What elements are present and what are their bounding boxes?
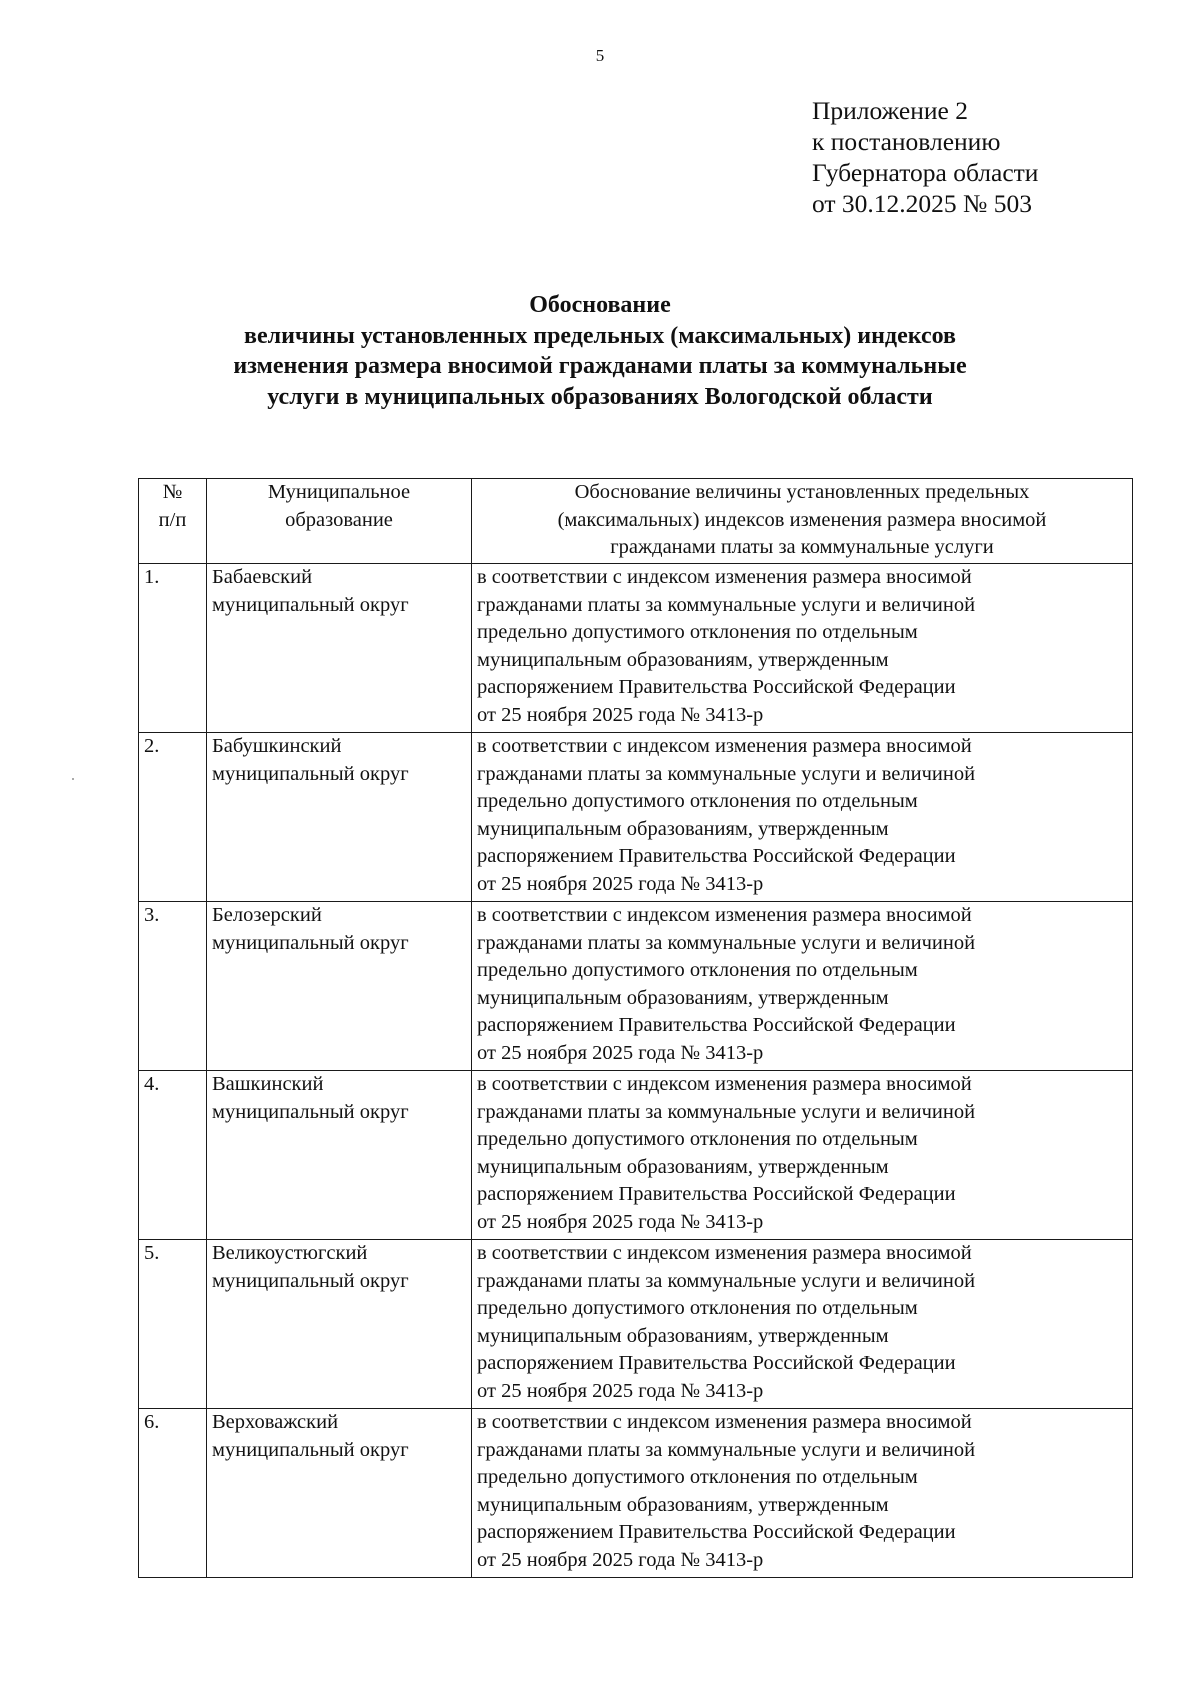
justification-line: распоряжением Правительства Российской Федерации <box>477 1521 956 1544</box>
municipality-cell <box>207 564 472 733</box>
table-row <box>139 902 1133 1071</box>
municipality-cell <box>207 1071 472 1240</box>
justification-line: гражданами платы за коммунальные услуги и величиной <box>477 931 976 954</box>
justification-line: от 25 ноября 2025 года № 3413-р <box>477 872 764 895</box>
appendix-line: Губернатора области <box>812 158 1039 187</box>
header-text: п/п <box>158 508 187 531</box>
table-row <box>139 733 1133 902</box>
header-municipality-cell <box>207 479 472 564</box>
row-number-cell <box>139 1240 207 1409</box>
header-text: Обоснование величины установленных предельных <box>574 481 1030 503</box>
header-text: № <box>162 481 183 503</box>
municipality-name-line: муниципальный округ <box>212 1269 409 1292</box>
header-text: Муниципальное <box>267 481 411 503</box>
row-number: 4. <box>144 1073 160 1095</box>
header-text: (максимальных) индексов изменения размера вносимой <box>557 508 1047 531</box>
title-line: услуги в муниципальных образованиях Вологодской области <box>267 383 933 410</box>
justification-line: предельно допустимого отклонения по отдельным <box>477 1128 918 1151</box>
page-number: 5 <box>595 46 605 65</box>
row-number: 2. <box>144 735 160 757</box>
appendix-line: к постановлению <box>812 127 1001 156</box>
row-number-cell <box>139 564 207 733</box>
justification-cell <box>472 1071 1133 1240</box>
justification-line: от 25 ноября 2025 года № 3413-р <box>477 703 764 726</box>
row-number-cell <box>139 902 207 1071</box>
table-row <box>139 1071 1133 1240</box>
table-row <box>139 1409 1133 1578</box>
municipality-name-line: Великоустюгский <box>212 1242 368 1264</box>
justification-line: муниципальным образованиям, утвержденным <box>477 1155 889 1178</box>
row-number: 3. <box>144 904 160 926</box>
justification-cell <box>472 564 1133 733</box>
document-title <box>0 290 1200 412</box>
justification-line: гражданами платы за коммунальные услуги и величиной <box>477 1269 976 1292</box>
justification-cell <box>472 1409 1133 1578</box>
justification-line: предельно допустимого отклонения по отдельным <box>477 1466 918 1489</box>
justification-line: от 25 ноября 2025 года № 3413-р <box>477 1548 764 1571</box>
scan-speck <box>72 778 74 780</box>
justification-line: в соответствии с индексом изменения размера вносимой <box>477 735 972 757</box>
title-line: Обоснование <box>529 292 671 318</box>
row-number-cell <box>139 1409 207 1578</box>
municipality-name-line: муниципальный округ <box>212 931 409 954</box>
municipality-cell <box>207 902 472 1071</box>
municipality-name-line: Бабушкинский <box>212 735 342 757</box>
justification-line: распоряжением Правительства Российской Федерации <box>477 1352 956 1375</box>
row-number-cell <box>139 733 207 902</box>
row-number: 6. <box>144 1411 160 1433</box>
title-line: изменения размера вносимой гражданами платы за коммунальные <box>233 353 967 379</box>
justification-line: гражданами платы за коммунальные услуги и величиной <box>477 593 976 616</box>
justification-line: в соответствии с индексом изменения размера вносимой <box>477 1073 972 1095</box>
justification-cell <box>472 1240 1133 1409</box>
justification-line: от 25 ноября 2025 года № 3413-р <box>477 1041 764 1064</box>
header-justification-cell <box>472 479 1133 564</box>
justification-line: в соответствии с индексом изменения размера вносимой <box>477 904 972 926</box>
justification-line: от 25 ноября 2025 года № 3413-р <box>477 1210 764 1233</box>
municipality-cell <box>207 1240 472 1409</box>
title-line: величины установленных предельных (максимальных) индексов <box>244 322 956 349</box>
appendix-line: от 30.12.2025 № 503 <box>812 189 1033 218</box>
municipality-name-line: Бабаевский <box>212 566 313 588</box>
municipality-name-line: муниципальный округ <box>212 762 409 785</box>
table-header-row <box>139 479 1133 564</box>
row-number: 5. <box>144 1242 160 1264</box>
justification-line: предельно допустимого отклонения по отдельным <box>477 1297 918 1320</box>
justification-line: от 25 ноября 2025 года № 3413-р <box>477 1379 764 1402</box>
municipality-name-line: муниципальный округ <box>212 1438 409 1461</box>
justification-line: распоряжением Правительства Российской Федерации <box>477 1183 956 1206</box>
justification-line: муниципальным образованиям, утвержденным <box>477 1493 889 1516</box>
municipality-cell <box>207 1409 472 1578</box>
justification-cell <box>472 902 1133 1071</box>
justification-cell <box>472 733 1133 902</box>
justification-line: муниципальным образованиям, утвержденным <box>477 648 889 671</box>
header-num-cell <box>139 479 207 564</box>
municipality-name-line: муниципальный округ <box>212 1100 409 1123</box>
justification-line: предельно допустимого отклонения по отдельным <box>477 959 918 982</box>
row-number-cell <box>139 1071 207 1240</box>
justification-line: в соответствии с индексом изменения размера вносимой <box>477 566 972 588</box>
municipality-name-line: Верховажский <box>212 1411 339 1433</box>
justification-table <box>138 478 1133 1578</box>
justification-line: распоряжением Правительства Российской Федерации <box>477 845 956 868</box>
municipality-name-line: Белозерский <box>212 904 322 926</box>
appendix-block <box>812 95 1038 219</box>
municipality-name-line: Вашкинский <box>212 1073 324 1095</box>
appendix-line: Приложение 2 <box>812 96 968 125</box>
justification-line: в соответствии с индексом изменения размера вносимой <box>477 1411 972 1433</box>
justification-line: муниципальным образованиям, утвержденным <box>477 986 889 1009</box>
justification-line: гражданами платы за коммунальные услуги и величиной <box>477 1438 976 1461</box>
justification-line: муниципальным образованиям, утвержденным <box>477 817 889 840</box>
header-text: образование <box>285 508 393 531</box>
header-text: гражданами платы за коммунальные услуги <box>610 536 994 559</box>
justification-line: распоряжением Правительства Российской Федерации <box>477 1014 956 1037</box>
table-row <box>139 1240 1133 1409</box>
municipality-name-line: муниципальный округ <box>212 593 409 616</box>
justification-line: гражданами платы за коммунальные услуги и величиной <box>477 762 976 785</box>
justification-line: гражданами платы за коммунальные услуги и величиной <box>477 1100 976 1123</box>
municipality-cell <box>207 733 472 902</box>
justification-line: предельно допустимого отклонения по отдельным <box>477 790 918 813</box>
justification-line: распоряжением Правительства Российской Федерации <box>477 676 956 699</box>
row-number: 1. <box>144 566 160 588</box>
justification-line: предельно допустимого отклонения по отдельным <box>477 621 918 644</box>
justification-line: муниципальным образованиям, утвержденным <box>477 1324 889 1347</box>
justification-line: в соответствии с индексом изменения размера вносимой <box>477 1242 972 1264</box>
table-row <box>139 564 1133 733</box>
